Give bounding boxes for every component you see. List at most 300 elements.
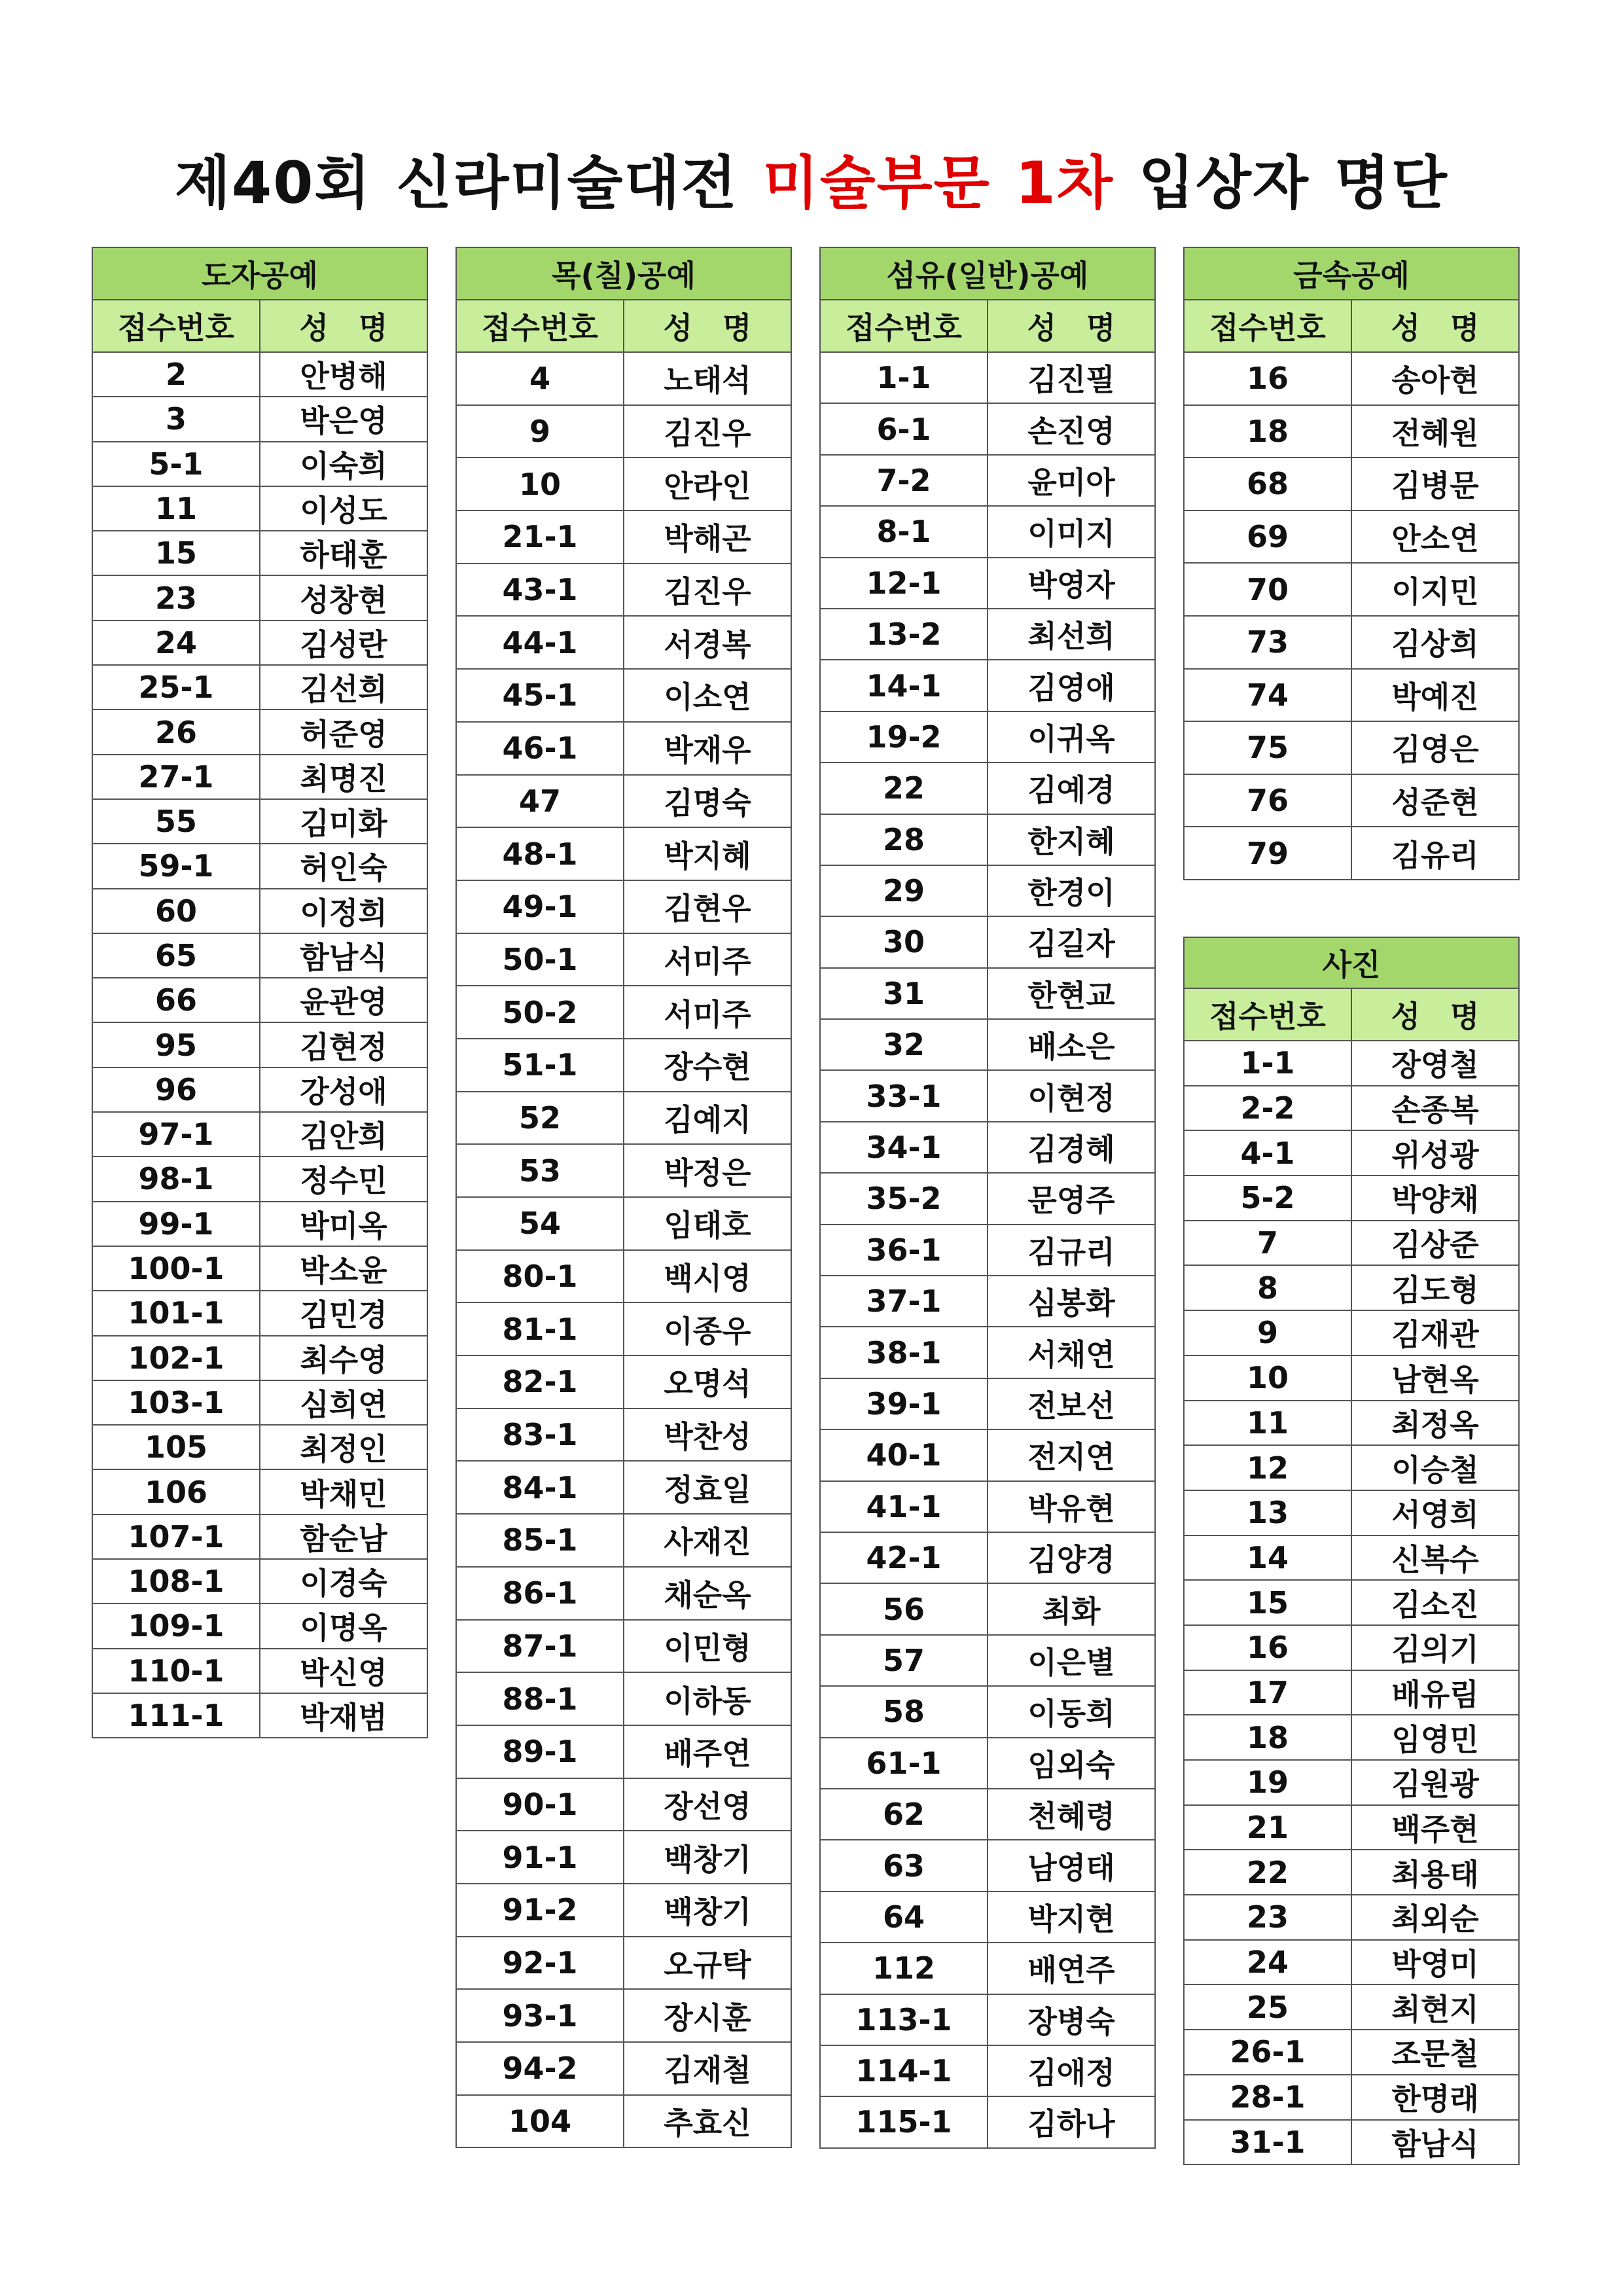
table-row — [456, 616, 791, 669]
entry-name: 박해곤 — [624, 511, 791, 564]
entry-number: 25 — [1184, 1984, 1351, 2030]
table-row — [456, 1355, 791, 1408]
entry-name: 김안희 — [260, 1112, 427, 1157]
entry-name: 장시훈 — [624, 1989, 791, 2042]
entry-name: 김병문 — [1351, 457, 1519, 511]
table-row — [92, 889, 427, 933]
entry-number: 31 — [820, 968, 988, 1019]
table-row — [92, 1022, 427, 1067]
entry-name: 김진필 — [988, 352, 1155, 403]
table-row — [820, 1378, 1155, 1429]
entry-name: 배소은 — [988, 1019, 1155, 1070]
table-row — [1184, 2030, 1519, 2075]
entry-number: 100-1 — [92, 1246, 260, 1291]
category-table-ceramics — [92, 247, 428, 1738]
entry-number: 41-1 — [820, 1481, 988, 1532]
entry-number: 91-1 — [456, 1831, 624, 1884]
table-row — [1184, 827, 1519, 880]
entry-number: 45-1 — [456, 669, 624, 722]
entry-name: 박영미 — [1351, 1940, 1519, 1985]
entry-name: 장수현 — [624, 1039, 791, 1092]
entry-name: 배연주 — [988, 1943, 1155, 1994]
table-row — [92, 1425, 427, 1469]
entry-number: 49-1 — [456, 880, 624, 933]
entry-number: 2-2 — [1184, 1086, 1351, 1131]
entry-number: 86-1 — [456, 1567, 624, 1620]
table-row — [92, 1380, 427, 1425]
column-header-number: 접수번호 — [92, 300, 260, 352]
entry-number: 4-1 — [1184, 1130, 1351, 1175]
entry-number: 57 — [820, 1635, 988, 1686]
table-row — [1184, 616, 1519, 669]
entry-number: 111-1 — [92, 1693, 260, 1738]
entry-name: 최용태 — [1351, 1850, 1519, 1895]
table-row — [1184, 669, 1519, 722]
column-header-name: 성 명 — [1351, 300, 1519, 352]
entry-name: 문영주 — [988, 1173, 1155, 1224]
table-row — [820, 1943, 1155, 1994]
title-part: 명단 — [1334, 149, 1448, 217]
entry-name: 김양경 — [988, 1532, 1155, 1583]
entry-name: 박지혜 — [624, 827, 791, 880]
table-row — [456, 1725, 791, 1778]
entry-number: 24 — [92, 620, 260, 665]
entry-name: 박영자 — [988, 558, 1155, 609]
entry-number: 93-1 — [456, 1989, 624, 2042]
entry-number: 3 — [92, 397, 260, 441]
entry-name: 최정인 — [260, 1425, 427, 1469]
table-row — [1184, 1221, 1519, 1266]
table-row — [820, 1070, 1155, 1121]
table-row — [456, 1144, 791, 1197]
entry-number: 115-1 — [820, 2096, 988, 2147]
table-row — [456, 2042, 791, 2095]
entry-name: 정효일 — [624, 1461, 791, 1514]
entry-number: 56 — [820, 1583, 988, 1634]
table-row — [92, 1246, 427, 1291]
table-row — [1184, 1355, 1519, 1401]
entry-number: 73 — [1184, 616, 1351, 669]
entry-name: 남영태 — [988, 1840, 1155, 1891]
table-row — [456, 1461, 791, 1514]
entry-name: 이경숙 — [260, 1559, 427, 1604]
entry-name: 박채민 — [260, 1469, 427, 1514]
entry-number: 23 — [1184, 1895, 1351, 1940]
entry-name: 안라인 — [624, 457, 791, 511]
table-row — [820, 1994, 1155, 2045]
entry-name: 이은별 — [988, 1635, 1155, 1686]
table-row — [1184, 457, 1519, 511]
table-row — [92, 486, 427, 531]
table-row — [820, 1276, 1155, 1327]
entry-number: 11 — [1184, 1401, 1351, 1446]
table-row — [456, 669, 791, 722]
table-row — [820, 814, 1155, 865]
entry-number: 95 — [92, 1022, 260, 1067]
entry-number: 13 — [1184, 1490, 1351, 1535]
entry-name: 최현지 — [1351, 1984, 1519, 2030]
entry-name: 최명진 — [260, 755, 427, 799]
entry-number: 21 — [1184, 1805, 1351, 1850]
entry-name: 이정희 — [260, 889, 427, 933]
entry-number: 46-1 — [456, 722, 624, 775]
entry-name: 백주현 — [1351, 1805, 1519, 1850]
table-row — [820, 352, 1155, 403]
entry-number: 5-1 — [92, 442, 260, 486]
entry-number: 59-1 — [92, 844, 260, 888]
entry-name: 오명석 — [624, 1355, 791, 1408]
entry-number: 70 — [1184, 563, 1351, 616]
table-row — [820, 1840, 1155, 1891]
entry-number: 75 — [1184, 721, 1351, 774]
entry-number: 55 — [92, 799, 260, 844]
entry-number: 48-1 — [456, 827, 624, 880]
table-row — [92, 397, 427, 441]
entry-name: 김재철 — [624, 2042, 791, 2095]
entry-number: 28-1 — [1184, 2075, 1351, 2120]
table-row — [820, 1481, 1155, 1532]
entry-number: 24 — [1184, 1940, 1351, 1985]
entry-name: 이종우 — [624, 1302, 791, 1355]
entry-number: 80-1 — [456, 1250, 624, 1303]
table-row — [92, 1469, 427, 1514]
entry-name: 김현우 — [624, 880, 791, 933]
table-row — [456, 933, 791, 986]
entry-number: 107-1 — [92, 1515, 260, 1559]
entry-number: 29 — [820, 865, 988, 916]
table-row — [1184, 1086, 1519, 1131]
table-row — [820, 403, 1155, 454]
table-row — [1184, 2075, 1519, 2120]
table-row — [1184, 774, 1519, 827]
table-row — [456, 1514, 791, 1567]
entry-number: 40-1 — [820, 1429, 988, 1480]
entry-number: 91-2 — [456, 1884, 624, 1937]
entry-number: 10 — [1184, 1355, 1351, 1401]
entry-number: 60 — [92, 889, 260, 933]
entry-name: 장병숙 — [988, 1994, 1155, 2045]
table-row — [456, 1197, 791, 1250]
entry-number: 7 — [1184, 1221, 1351, 1266]
entry-number: 27-1 — [92, 755, 260, 799]
entry-number: 52 — [456, 1092, 624, 1145]
entry-number: 15 — [92, 531, 260, 575]
table-row — [92, 933, 427, 978]
entry-number: 19-2 — [820, 711, 988, 762]
table-row — [456, 1672, 791, 1725]
table-row — [92, 531, 427, 575]
entry-number: 36-1 — [820, 1225, 988, 1276]
entry-name: 장선영 — [624, 1778, 791, 1831]
entry-number: 17 — [1184, 1670, 1351, 1715]
entry-number: 2 — [92, 352, 260, 397]
title-part: 신라미술대전 — [396, 149, 738, 217]
entry-number: 62 — [820, 1789, 988, 1840]
page-title — [0, 137, 1623, 220]
column-header-number: 접수번호 — [456, 300, 624, 352]
entry-number: 58 — [820, 1686, 988, 1737]
table-row — [92, 665, 427, 709]
entry-name: 김원광 — [1351, 1760, 1519, 1805]
entry-name: 한명래 — [1351, 2075, 1519, 2120]
entry-name: 박신영 — [260, 1649, 427, 1693]
entry-name: 임영민 — [1351, 1715, 1519, 1760]
entry-number: 13-2 — [820, 609, 988, 660]
entry-name: 서경복 — [624, 616, 791, 669]
category-title: 도자공예 — [92, 247, 427, 300]
table-row — [1184, 721, 1519, 774]
entry-number: 15 — [1184, 1580, 1351, 1625]
entry-name: 서미주 — [624, 986, 791, 1039]
entry-name: 배주연 — [624, 1725, 791, 1778]
entry-name: 이민형 — [624, 1620, 791, 1673]
entry-name: 김명숙 — [624, 775, 791, 828]
entry-number: 8 — [1184, 1265, 1351, 1310]
entry-number: 85-1 — [456, 1514, 624, 1567]
entry-name: 김예경 — [988, 762, 1155, 814]
entry-name: 이명옥 — [260, 1604, 427, 1648]
entry-number: 112 — [820, 1943, 988, 1994]
entry-name: 이승철 — [1351, 1445, 1519, 1490]
entry-number: 21-1 — [456, 511, 624, 564]
entry-name: 한경이 — [988, 865, 1155, 916]
entry-number: 66 — [92, 978, 260, 1022]
entry-name: 성창현 — [260, 575, 427, 620]
entry-number: 18 — [1184, 1715, 1351, 1760]
table-row — [92, 799, 427, 844]
table-row — [92, 1604, 427, 1648]
entry-number: 61-1 — [820, 1738, 988, 1789]
entry-number: 1-1 — [820, 352, 988, 403]
entry-name: 이미지 — [988, 506, 1155, 557]
table-row — [456, 1092, 791, 1145]
category-title: 사진 — [1184, 937, 1519, 988]
entry-number: 18 — [1184, 405, 1351, 458]
table-row — [820, 1738, 1155, 1789]
table-row — [1184, 1805, 1519, 1850]
table-row — [1184, 1175, 1519, 1221]
entry-number: 23 — [92, 575, 260, 620]
entry-number: 42-1 — [820, 1532, 988, 1583]
column-header-number: 접수번호 — [1184, 300, 1351, 352]
table-row — [456, 1937, 791, 1990]
entry-number: 14 — [1184, 1535, 1351, 1581]
table-row — [456, 564, 791, 617]
entry-name: 심봉화 — [988, 1276, 1155, 1327]
table-row — [820, 762, 1155, 814]
category-table-photography — [1183, 937, 1520, 2165]
table-row — [1184, 1265, 1519, 1310]
entry-name: 장영철 — [1351, 1041, 1519, 1086]
entry-number: 113-1 — [820, 1994, 988, 2045]
table-row — [1184, 1895, 1519, 1940]
table-row — [456, 1989, 791, 2042]
entry-name: 최선희 — [988, 609, 1155, 660]
entry-name: 전보선 — [988, 1378, 1155, 1429]
entry-number: 110-1 — [92, 1649, 260, 1693]
table-row — [92, 1202, 427, 1246]
table-row — [456, 1250, 791, 1303]
entry-name: 이지민 — [1351, 563, 1519, 616]
entry-number: 79 — [1184, 827, 1351, 880]
table-row — [92, 1515, 427, 1559]
entry-number: 43-1 — [456, 564, 624, 617]
entry-number: 108-1 — [92, 1559, 260, 1604]
table-row — [456, 1408, 791, 1462]
entry-number: 84-1 — [456, 1461, 624, 1514]
entry-name: 김민경 — [260, 1291, 427, 1335]
table-row — [820, 865, 1155, 916]
entry-name: 송아현 — [1351, 352, 1519, 405]
category-table-metalcraft — [1183, 247, 1520, 880]
entry-number: 39-1 — [820, 1378, 988, 1429]
entry-name: 강성애 — [260, 1067, 427, 1112]
entry-name: 박지현 — [988, 1892, 1155, 1943]
entry-number: 11 — [92, 486, 260, 531]
entry-number: 12 — [1184, 1445, 1351, 1490]
entry-name: 김규리 — [988, 1225, 1155, 1276]
entry-number: 64 — [820, 1892, 988, 1943]
entry-number: 101-1 — [92, 1291, 260, 1335]
table-row — [1184, 1625, 1519, 1670]
entry-name: 전혜원 — [1351, 405, 1519, 458]
entry-name: 남현옥 — [1351, 1355, 1519, 1401]
entry-number: 54 — [456, 1197, 624, 1250]
entry-number: 102-1 — [92, 1336, 260, 1380]
entry-number: 38-1 — [820, 1327, 988, 1378]
entry-name: 최외순 — [1351, 1895, 1519, 1940]
table-row — [1184, 352, 1519, 405]
entry-number: 22 — [1184, 1850, 1351, 1895]
table-row — [820, 1327, 1155, 1378]
table-row — [92, 1112, 427, 1157]
table-row — [1184, 563, 1519, 616]
table-row — [456, 1620, 791, 1673]
table-row — [92, 1336, 427, 1380]
entry-name: 신복수 — [1351, 1535, 1519, 1581]
table-row — [92, 575, 427, 620]
entry-name: 허인숙 — [260, 844, 427, 888]
column-header-number: 접수번호 — [1184, 988, 1351, 1041]
table-row — [92, 709, 427, 754]
entry-number: 25-1 — [92, 665, 260, 709]
table-row — [92, 1157, 427, 1201]
entry-number: 81-1 — [456, 1302, 624, 1355]
table-row — [820, 558, 1155, 609]
table-row — [1184, 1984, 1519, 2030]
entry-number: 104 — [456, 2095, 624, 2148]
entry-name: 채순옥 — [624, 1567, 791, 1620]
table-row — [92, 1291, 427, 1335]
table-row — [456, 827, 791, 880]
entry-name: 한지혜 — [988, 814, 1155, 865]
column-header-name: 성 명 — [988, 300, 1155, 352]
entry-number: 114-1 — [820, 2045, 988, 2096]
table-row — [456, 2095, 791, 2148]
entry-name: 박양채 — [1351, 1175, 1519, 1221]
table-row — [1184, 511, 1519, 564]
entry-name: 임외숙 — [988, 1738, 1155, 1789]
entry-name: 서영희 — [1351, 1490, 1519, 1535]
table-row — [820, 1686, 1155, 1737]
entry-name: 배유림 — [1351, 1670, 1519, 1715]
entry-name: 김성란 — [260, 620, 427, 665]
entry-name: 이귀옥 — [988, 711, 1155, 762]
table-row — [820, 455, 1155, 506]
entry-number: 10 — [456, 457, 624, 511]
entry-number: 98-1 — [92, 1157, 260, 1201]
entry-name: 함남식 — [1351, 2120, 1519, 2165]
entry-name: 김재관 — [1351, 1310, 1519, 1355]
entry-number: 33-1 — [820, 1070, 988, 1121]
entry-number: 68 — [1184, 457, 1351, 511]
entry-name: 김상준 — [1351, 1221, 1519, 1266]
table-row — [820, 1019, 1155, 1070]
entry-name: 전지연 — [988, 1429, 1155, 1480]
entry-number: 74 — [1184, 669, 1351, 722]
table-row — [456, 1831, 791, 1884]
category-title: 금속공예 — [1184, 247, 1519, 300]
entry-name: 박소윤 — [260, 1246, 427, 1291]
table-row — [1184, 1580, 1519, 1625]
entry-name: 김하나 — [988, 2096, 1155, 2147]
table-row — [1184, 1310, 1519, 1355]
entry-name: 김예지 — [624, 1092, 791, 1145]
entry-name: 최수영 — [260, 1336, 427, 1380]
entry-name: 백창기 — [624, 1884, 791, 1937]
entry-number: 51-1 — [456, 1039, 624, 1092]
table-row — [92, 978, 427, 1022]
entry-name: 김경혜 — [988, 1122, 1155, 1173]
table-row — [1184, 1850, 1519, 1895]
entry-name: 조문철 — [1351, 2030, 1519, 2075]
entry-name: 최정옥 — [1351, 1401, 1519, 1446]
entry-name: 정수민 — [260, 1157, 427, 1201]
table-row — [92, 442, 427, 486]
entry-name: 박유현 — [988, 1481, 1155, 1532]
table-row — [1184, 1535, 1519, 1581]
table-row — [820, 1583, 1155, 1634]
entry-name: 하태훈 — [260, 531, 427, 575]
entry-number: 8-1 — [820, 506, 988, 557]
entry-number: 109-1 — [92, 1604, 260, 1648]
table-row — [1184, 1401, 1519, 1446]
table-row — [820, 1892, 1155, 1943]
entry-name: 최화 — [988, 1583, 1155, 1634]
table-row — [820, 2045, 1155, 2096]
table-row — [456, 1567, 791, 1620]
entry-name: 이현정 — [988, 1070, 1155, 1121]
entry-number: 50-2 — [456, 986, 624, 1039]
category-table-woodcraft — [455, 247, 792, 2148]
entry-name: 허준영 — [260, 709, 427, 754]
table-row — [1184, 1130, 1519, 1175]
entry-number: 16 — [1184, 1625, 1351, 1670]
entry-number: 9 — [1184, 1310, 1351, 1355]
entry-name: 김영애 — [988, 660, 1155, 711]
entry-name: 박예진 — [1351, 669, 1519, 722]
entry-number: 34-1 — [820, 1122, 988, 1173]
entry-name: 이하동 — [624, 1672, 791, 1725]
table-row — [456, 880, 791, 933]
entry-name: 김미화 — [260, 799, 427, 844]
entry-number: 30 — [820, 916, 988, 967]
entry-number: 12-1 — [820, 558, 988, 609]
entry-name: 함순남 — [260, 1515, 427, 1559]
column-header-number: 접수번호 — [820, 300, 988, 352]
entry-number: 6-1 — [820, 403, 988, 454]
entry-name: 김소진 — [1351, 1580, 1519, 1625]
